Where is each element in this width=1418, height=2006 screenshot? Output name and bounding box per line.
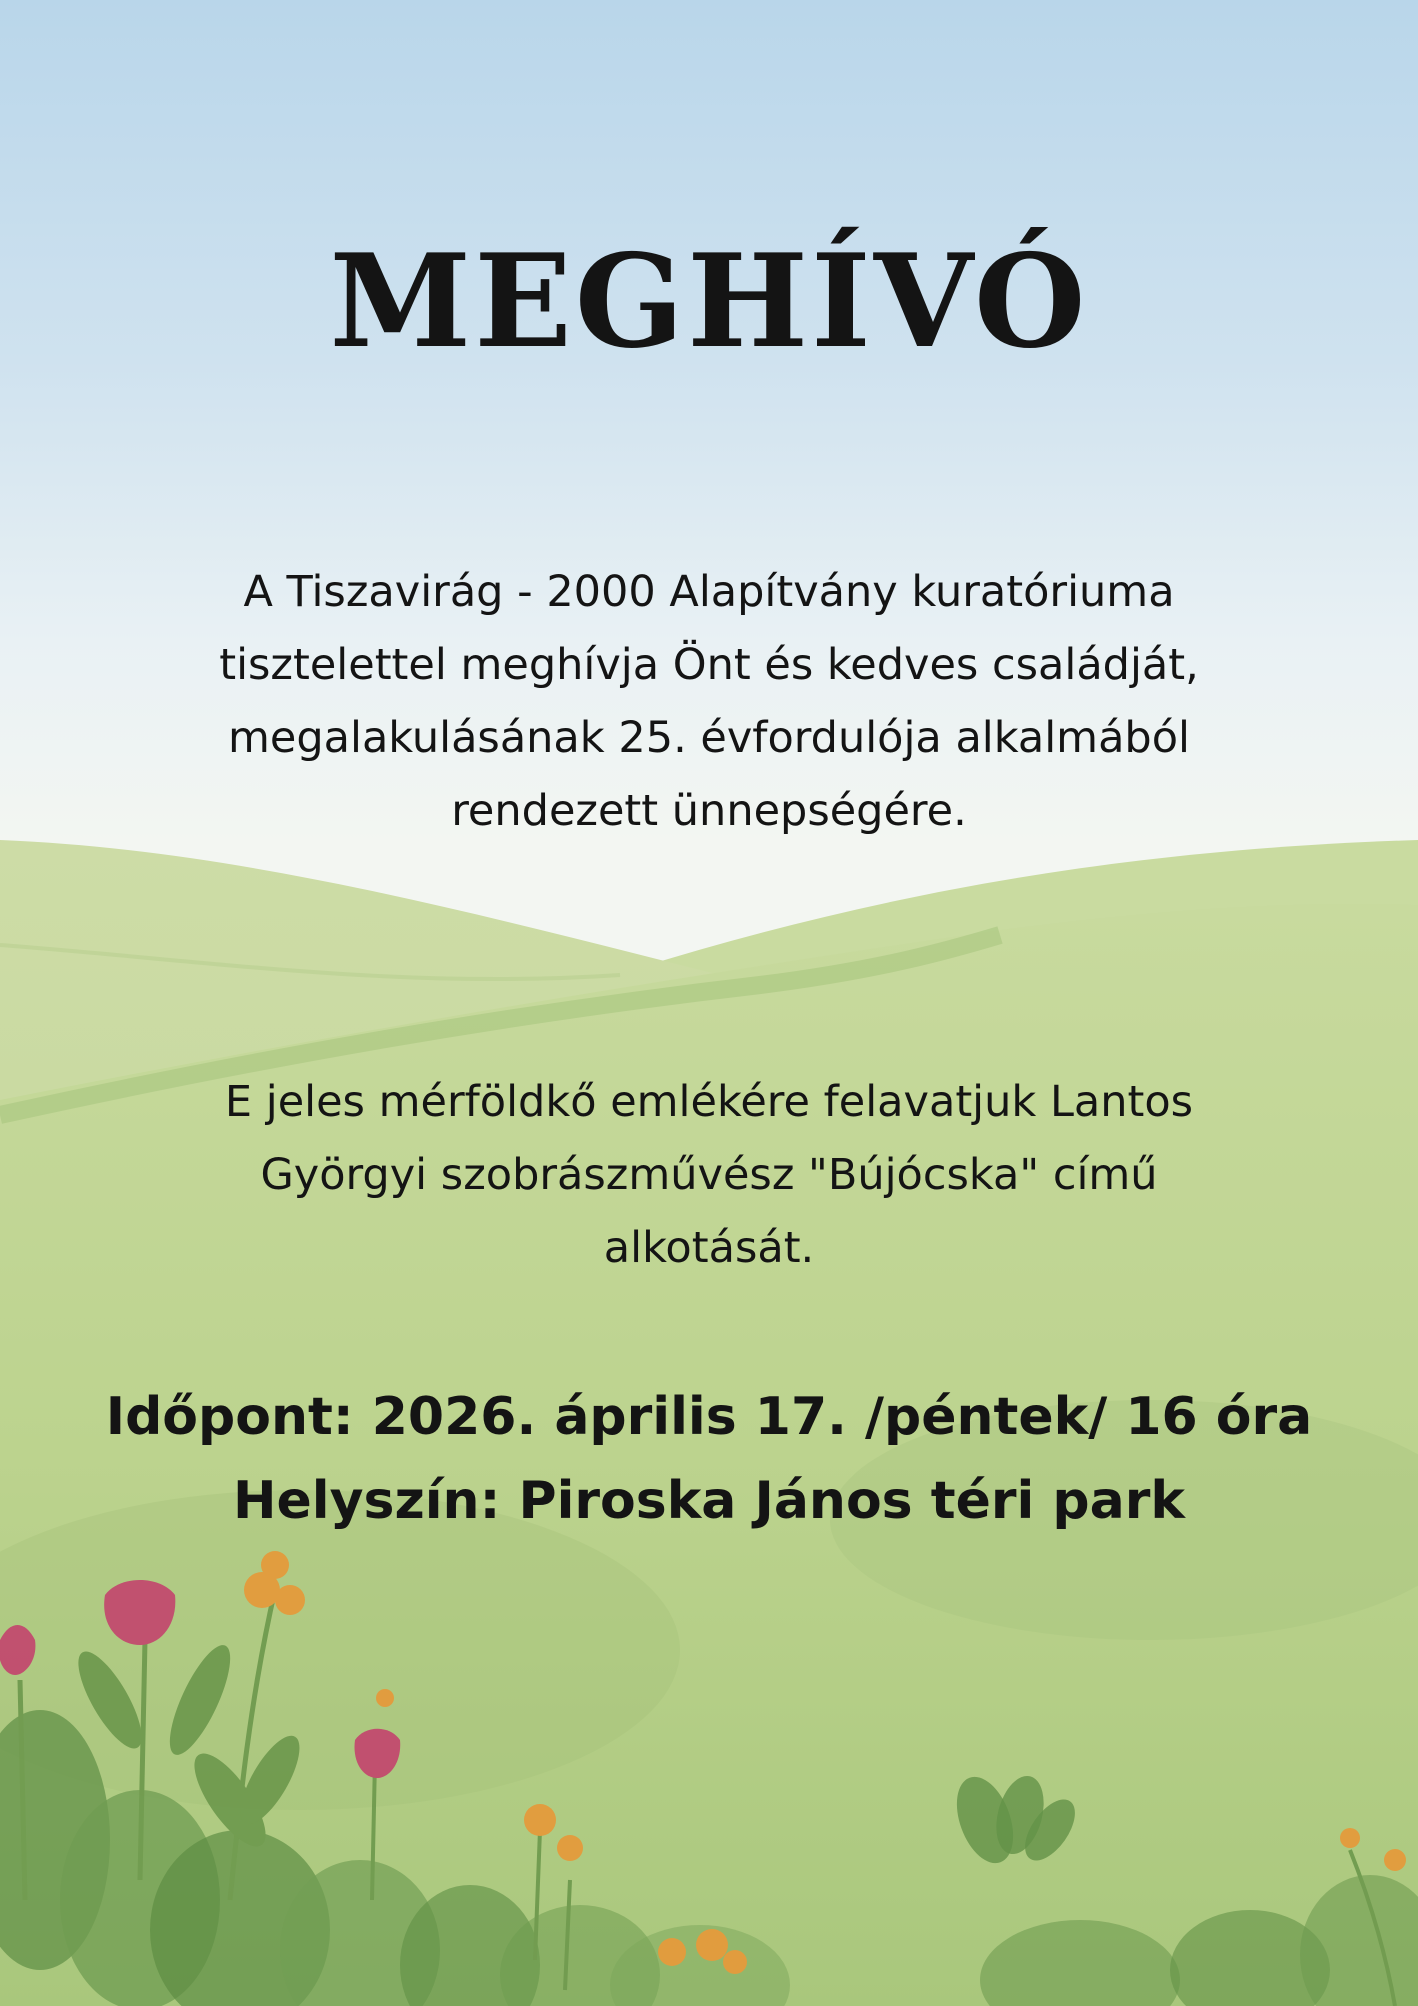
intro-paragraph bbox=[0, 556, 1418, 848]
event-location: Helyszín: Piroska János téri park bbox=[233, 1471, 1185, 1531]
dedication-line: E jeles mérföldkő emlékére felavatjuk Lantos bbox=[224, 1077, 1194, 1127]
event-details bbox=[0, 1375, 1418, 1543]
invitation-title: MEGHÍVÓ bbox=[329, 227, 1089, 377]
intro-line: megalakulásának 25. évfordulója alkalmából bbox=[228, 713, 1190, 763]
dedication-line: Györgyi szobrászművész "Bújócska" című bbox=[260, 1150, 1158, 1200]
intro-line: tisztelettel meghívja Önt és kedves családját, bbox=[219, 640, 1199, 690]
event-time: Időpont: 2026. április 17. /péntek/ 16 óra bbox=[105, 1387, 1313, 1447]
dedication-line: alkotását. bbox=[603, 1223, 815, 1273]
dedication-paragraph bbox=[0, 1066, 1418, 1285]
intro-line: rendezett ünnepségére. bbox=[451, 786, 967, 836]
intro-line: A Tiszavirág - 2000 Alapítvány kuratóriuma bbox=[243, 567, 1175, 617]
